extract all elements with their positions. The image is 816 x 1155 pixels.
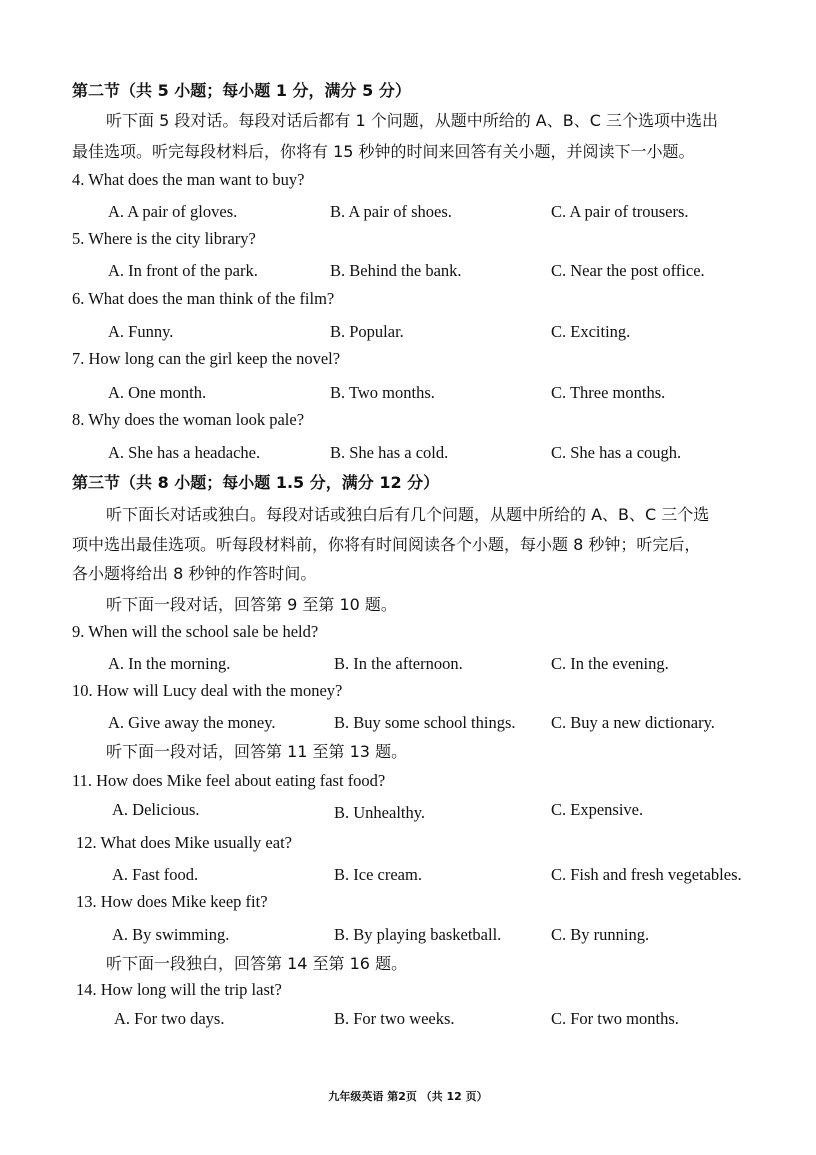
section-3-instructions-line-1: 听下面长对话或独白。每段对话或独白后有几个问题，从题中所给的 A、B、C 三个选 (106, 505, 710, 524)
question-8-option-a: A. She has a headache. (108, 443, 261, 462)
question-7-option-b: B. Two months. (330, 383, 435, 402)
question-11-stem: 11. How does Mike feel about eating fast food? (72, 771, 386, 790)
question-9-option-c: C. In the evening. (551, 654, 669, 673)
section-2-heading: 第二节（共 5 小题；每小题 1 分，满分 5 分） (72, 81, 411, 100)
question-4-option-c: C. A pair of trousers. (551, 202, 689, 221)
question-6-option-c: C. Exciting. (551, 322, 631, 341)
question-13-option-c: C. By running. (551, 925, 650, 944)
question-14-option-c: C. For two months. (551, 1009, 679, 1028)
section-2-instructions-line-1: 听下面 5 段对话。每段对话后都有 1 个问题，从题中所给的 A、B、C 三个选项中选出 (106, 111, 718, 130)
question-10-option-b: B. Buy some school things. (334, 713, 516, 732)
question-12-option-c: C. Fish and fresh vegetables. (551, 865, 742, 884)
question-9-option-b: B. In the afternoon. (334, 654, 463, 673)
page-footer: 九年级英语 第2页 （共 12 页） (328, 1090, 488, 1103)
question-6-option-b: B. Popular. (330, 322, 404, 341)
question-10-option-a: A. Give away the money. (108, 713, 276, 732)
question-12-stem: 12. What does Mike usually eat? (76, 833, 292, 852)
question-14-option-a: A. For two days. (114, 1009, 225, 1028)
question-7-option-c: C. Three months. (551, 383, 666, 402)
listening-note-q11-13: 听下面一段对话，回答第 11 至第 13 题。 (106, 742, 408, 761)
section-3-instructions-line-3: 各小题将给出 8 秒钟的作答时间。 (72, 564, 317, 583)
question-4-stem: 4. What does the man want to buy? (72, 170, 305, 189)
question-5-option-b: B. Behind the bank. (330, 261, 462, 280)
question-12-option-b: B. Ice cream. (334, 865, 422, 884)
question-14-option-b: B. For two weeks. (334, 1009, 455, 1028)
section-2-instructions-line-2: 最佳选项。听完每段材料后，你将有 15 秒钟的时间来回答有关小题，并阅读下一小题。 (72, 142, 695, 161)
question-13-stem: 13. How does Mike keep fit? (76, 892, 268, 911)
question-6-stem: 6. What does the man think of the film? (72, 289, 335, 308)
listening-note-q14-16: 听下面一段独白，回答第 14 至第 16 题。 (106, 954, 408, 973)
question-12-option-a: A. Fast food. (112, 865, 199, 884)
question-11-option-a: A. Delicious. (112, 800, 200, 819)
question-13-option-a: A. By swimming. (112, 925, 230, 944)
question-9-stem: 9. When will the school sale be held? (72, 622, 319, 641)
section-3-instructions-line-2: 项中选出最佳选项。听每段材料前，你将有时间阅读各个小题，每小题 8 秒钟；听完后， (72, 535, 701, 554)
question-4-option-a: A. A pair of gloves. (108, 202, 238, 221)
listening-note-q9-10: 听下面一段对话，回答第 9 至第 10 题。 (106, 595, 397, 614)
question-8-option-c: C. She has a cough. (551, 443, 682, 462)
question-7-option-a: A. One month. (108, 383, 207, 402)
question-10-stem: 10. How will Lucy deal with the money? (72, 681, 343, 700)
question-11-option-c: C. Expensive. (551, 800, 644, 819)
question-7-stem: 7. How long can the girl keep the novel? (72, 349, 341, 368)
question-8-option-b: B. She has a cold. (330, 443, 449, 462)
question-4-option-b: B. A pair of shoes. (330, 202, 452, 221)
question-14-stem: 14. How long will the trip last? (76, 980, 282, 999)
question-5-option-c: C. Near the post office. (551, 261, 705, 280)
question-13-option-b: B. By playing basketball. (334, 925, 502, 944)
question-5-option-a: A. In front of the park. (108, 261, 258, 280)
question-9-option-a: A. In the morning. (108, 654, 231, 673)
question-6-option-a: A. Funny. (108, 322, 174, 341)
section-3-heading: 第三节（共 8 小题；每小题 1.5 分，满分 12 分） (72, 473, 440, 492)
question-10-option-c: C. Buy a new dictionary. (551, 713, 715, 732)
question-5-stem: 5. Where is the city library? (72, 229, 256, 248)
question-11-option-b: B. Unhealthy. (334, 803, 426, 822)
question-8-stem: 8. Why does the woman look pale? (72, 410, 305, 429)
